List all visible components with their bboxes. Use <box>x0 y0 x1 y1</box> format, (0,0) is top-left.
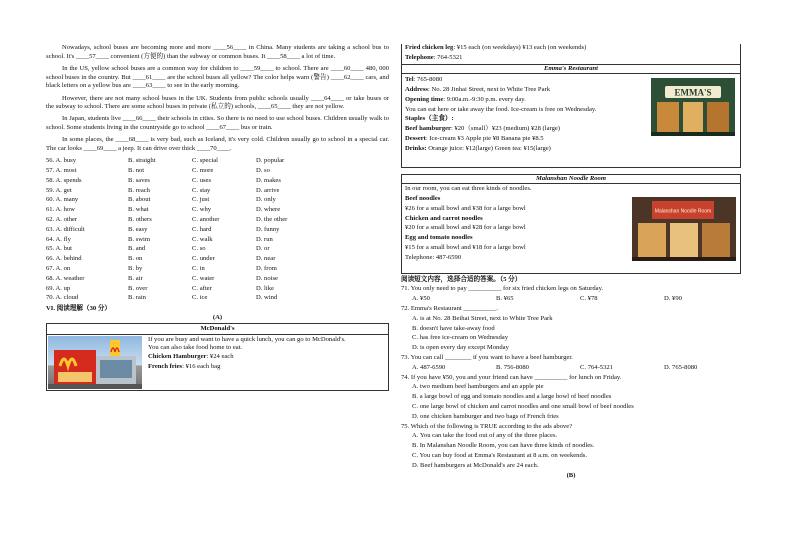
question-options <box>401 364 741 374</box>
emmas-opening-time: Opening time: 9:00a.m.-9:30 p.m. every day. <box>405 95 526 103</box>
option-choice: C. just <box>192 196 210 204</box>
answer-choice: A. 487-6590 <box>412 363 446 371</box>
option-choice: C. walk <box>192 235 213 243</box>
option-choice: B. straight <box>128 157 156 165</box>
option-choice: C. another <box>192 216 220 224</box>
option-choice: D. so <box>256 167 270 175</box>
option-row <box>46 206 389 216</box>
mcdonalds-item-fries: French fries: ¥16 each bag <box>148 362 221 370</box>
option-choice: D. popular <box>256 157 285 165</box>
mcdonalds-line-2: You can also take food home to eat. <box>148 344 243 352</box>
option-choice: B. others <box>128 216 152 224</box>
cloze-options <box>46 157 389 304</box>
emmas-address: Address: No. 28 Jinhai Street, next to White Tree Park <box>405 86 551 94</box>
malanshan-chicken-price: ¥20 for a small bowl and ¥28 for a large bowl <box>405 224 526 232</box>
passage-paragraph-1: Nowadays, school buses are becoming more and more ____56____ in China. Many students are taking a school bus to school. It's ____57____ convenient (方便的) than the subway or common buses. It ____58____ a lot of time. <box>46 44 389 60</box>
option-row <box>46 294 389 304</box>
option-choice: C. water <box>192 274 215 282</box>
malanshan-beef-noodles: Beef noodles <box>405 195 441 203</box>
answer-choice: D. is open every day except Monday <box>412 344 509 352</box>
option-choice: 59. A. get <box>46 186 72 194</box>
option-choice: D. noise <box>256 274 278 282</box>
emmas-sign-text: EMMA'S <box>674 87 712 98</box>
option-choice: B. easy <box>128 225 148 233</box>
answer-choice: B. doesn't have take-away food <box>412 324 495 332</box>
answer-choice: D. 765-8080 <box>664 363 698 371</box>
option-choice: C. special <box>192 157 219 165</box>
answer-choice: C. one large bowl of chicken and carrot noodles and one small bowl of beef noodles <box>412 402 634 410</box>
option-choice: D. wind <box>256 294 278 302</box>
option-choice: 62. A. other <box>46 216 78 224</box>
option-choice: D. arrive <box>256 186 280 194</box>
option-row <box>46 177 389 187</box>
malanshan-sign-text: Malanshan Noodle Room <box>654 208 712 215</box>
option-choice: 65. A. but <box>46 245 73 253</box>
option-choice: 70. A. cloud <box>46 294 79 302</box>
mcdonalds-line-1: If you are busy and want to have a quick lunch, you can go to McDonald's. <box>148 335 346 343</box>
answer-choice: C. has free ice-cream on Wednesday <box>412 334 509 342</box>
malanshan-telephone: Telephone: 487-6590 <box>405 253 462 261</box>
option-choice: D. near <box>256 255 276 263</box>
section-title: VI. 阅读理解（30 分） <box>46 305 112 313</box>
malanshan-intro: In our room, you can eat three kinds of noodles. <box>405 185 532 193</box>
answer-choice: D. one chicken hamburger and two bags of French fries <box>412 412 559 420</box>
emmas-drinks: Drinks: Orange juice: ¥12(large) Green tea: ¥15(large) <box>405 144 551 152</box>
emmas-photo <box>651 78 735 136</box>
option-row <box>46 216 389 226</box>
noodle-shop-icon <box>632 197 736 261</box>
emmas-note: You can eat here or take away the food. Ice-cream is free on Wednesday. <box>405 105 597 113</box>
option-choice: B. what <box>128 206 149 214</box>
option-choice: D. run <box>256 235 273 243</box>
emmas-dessert: Dessert: Ice-cream ¥3 Apple pie ¥8 Banana pie ¥8.5 <box>405 135 544 143</box>
question-stem: 71. You only need to pay __________ for six fried chicken legs on Saturday. <box>401 285 604 293</box>
answer-choice: B. 756-8080 <box>496 363 529 371</box>
option-choice: 56. A. busy <box>46 157 77 165</box>
answer-choice: A. You can take the food out of any of the three places. <box>412 432 558 440</box>
option-row <box>46 196 389 206</box>
option-row <box>46 275 389 285</box>
option-choice: 60. A. many <box>46 196 79 204</box>
option-choice: C. ice <box>192 294 208 302</box>
passage-paragraph-3: However, there are not many school buses in the UK. Students from public schools usually ____64____ or take buses or the subway to school. There are some school buses in private (私立的) schools, ____65____ they are not yellow. <box>46 94 389 111</box>
malanshan-chicken-noodles: Chicken and carrot noodles <box>405 214 483 222</box>
option-choice: 64. A. fly <box>46 235 71 243</box>
option-choice: 63. A. difficult <box>46 225 85 233</box>
emmas-tel: Tel: 765-8080 <box>405 76 443 84</box>
option-row <box>46 285 389 295</box>
option-choice: B. and <box>128 245 146 253</box>
option-row <box>46 157 389 167</box>
passage-paragraph-5: In some places, the ____68____ is very bad, such as Iceland, it's very cold. Children usually go to school in a special car. The car looks ____69____ a jeep. It can drive over thick ____70____. <box>46 136 389 153</box>
option-row <box>46 167 389 177</box>
option-choice: 66. A. behind <box>46 255 82 263</box>
answer-choice: C. 764-5321 <box>580 363 613 371</box>
malanshan-egg-noodles: Egg and tomato noodles <box>405 234 473 242</box>
option-choice: D. where <box>256 206 281 214</box>
option-choice: C. under <box>192 255 215 263</box>
option-choice: C. stay <box>192 186 211 194</box>
mcdonalds-ad <box>46 323 389 391</box>
option-choice: B. by <box>128 265 143 272</box>
option-choice: 58. A. spends <box>46 176 82 184</box>
answer-choice: B. In Malanshan Noodle Room, you can have three kinds of noodles. <box>412 442 595 450</box>
mcdonalds-item-chicken-leg: Fried chicken leg: ¥15 each (on weekdays) ¥13 each (on weekends) <box>405 44 587 51</box>
answer-choice: D. ¥90 <box>664 295 682 303</box>
answer-choice: C. ¥78 <box>580 295 598 303</box>
option-choice: B. air <box>128 274 143 282</box>
option-choice: C. more <box>192 167 214 175</box>
emmas-restaurant-ad <box>401 65 741 168</box>
passage-paragraph-4: In Japan, students live ____66____ their schools in cities. So there is no need to use school buses. Children usually walk to school. Some students living in the countryside go to school ____67____ bus or train. <box>46 115 389 132</box>
emmas-title: Emma's Restaurant <box>402 65 740 75</box>
option-choice: B. on <box>128 255 143 263</box>
option-choice: D. funny <box>256 225 280 233</box>
option-choice: C. uses <box>192 176 212 184</box>
malanshan-beef-price: ¥26 for a small bowl and ¥38 for a large bowl <box>405 204 526 212</box>
option-choice: D. from <box>256 265 277 272</box>
option-choice: C. why <box>192 206 212 214</box>
option-choice: 68. A. weather <box>46 274 85 282</box>
option-choice: C. so <box>192 245 206 253</box>
mcdonalds-building-icon <box>48 336 142 389</box>
option-choice: B. swim <box>128 235 150 243</box>
mcdonalds-title: McDonald's <box>47 324 388 335</box>
cloze-passage <box>46 44 389 154</box>
questions-instruction: 阅读短文内容，选择合适的答案。（5 分） <box>401 275 522 283</box>
part-a-label: (A) <box>212 313 223 321</box>
option-choice: D. or <box>256 245 270 253</box>
emmas-staples: Staples（主食）: <box>405 115 454 123</box>
option-choice: B. rain <box>128 294 146 302</box>
option-choice: D. the other <box>256 216 288 224</box>
emmas-beef-hamburger: Beef hamburger: ¥20（small）¥23 (medium) ¥28 (large) <box>405 125 560 133</box>
mcdonalds-item-hamburger: Chicken Hamburger: ¥24 each <box>148 353 234 360</box>
mcdonalds-telephone: Telephone: 764-5321 <box>405 53 463 61</box>
option-choice: B. not <box>128 167 145 175</box>
option-row <box>46 226 389 236</box>
option-choice: 67. A. on <box>46 265 71 272</box>
passage-paragraph-2: In the US, yellow school buses are a common way for children to ____59____ to school. There are ____60____ 480, 000 school buses in the country. But ____61____ are the school buses all yellow? The color helps warn (警告) ____62____ cars, and black letters on a yellow bus are ____63____ to see in the early morning. <box>46 64 389 90</box>
questions-list <box>401 285 741 471</box>
malanshan-photo <box>632 197 736 261</box>
question-stem: 72. Emma's Restaurant __________. <box>401 304 498 312</box>
left-column <box>46 44 389 391</box>
option-choice: B. about <box>128 196 151 204</box>
option-row <box>46 255 389 265</box>
mcdonalds-image <box>48 336 142 389</box>
option-choice: D. only <box>256 196 276 204</box>
answer-choice: A. two medium beef hamburgers and an apple pie <box>412 383 544 391</box>
question-stem: 73. You can call ________ if you want to have a beef hamburger. <box>401 353 573 361</box>
option-choice: 57. A. most <box>46 167 77 175</box>
option-choice: C. after <box>192 284 212 292</box>
option-choice: 69. A. up <box>46 284 71 292</box>
option-choice: D. makes <box>256 176 281 184</box>
option-choice: 61. A. how <box>46 206 75 214</box>
malanshan-title: Malanshan Noodle Room <box>402 175 740 185</box>
option-choice: C. in <box>192 265 205 272</box>
mcdonalds-ad-continued <box>401 44 741 65</box>
answer-choice: B. a large bowl of egg and tomato noodles and a large bowl of beef noodles <box>412 393 612 401</box>
part-b-label: (B) <box>566 471 576 479</box>
option-row <box>46 245 389 255</box>
answer-choice: C. You can buy food at Emma's Restaurant at 8 a.m. on weekends. <box>412 451 587 459</box>
malanshan-ad <box>401 174 741 274</box>
question-stem: 74. If you have ¥50, you and your friend can have __________ for lunch on Friday. <box>401 373 622 381</box>
answer-choice: A. is at No. 28 Beihai Street, next to White Tree Park <box>412 314 553 322</box>
malanshan-egg-price: ¥15 for a small bowl and ¥18 for a large bowl <box>405 244 526 252</box>
option-choice: B. saves <box>128 176 150 184</box>
option-row <box>46 236 389 246</box>
question-stem: 75. Which of the following is TRUE according to the ads above? <box>401 422 573 430</box>
option-row <box>46 265 389 275</box>
option-choice: B. over <box>128 284 148 292</box>
option-choice: D. like <box>256 284 274 292</box>
option-choice: C. hard <box>192 225 212 233</box>
question-options <box>401 295 741 305</box>
option-row <box>46 187 389 197</box>
answer-choice: B. ¥65 <box>496 295 514 303</box>
option-choice: B. reach <box>128 186 150 194</box>
answer-choice: A. ¥50 <box>412 295 430 303</box>
answer-choice: D. Beef hamburgers at McDonald's are 24 each. <box>412 461 539 469</box>
storefront-icon <box>651 78 735 136</box>
right-column <box>401 44 741 480</box>
